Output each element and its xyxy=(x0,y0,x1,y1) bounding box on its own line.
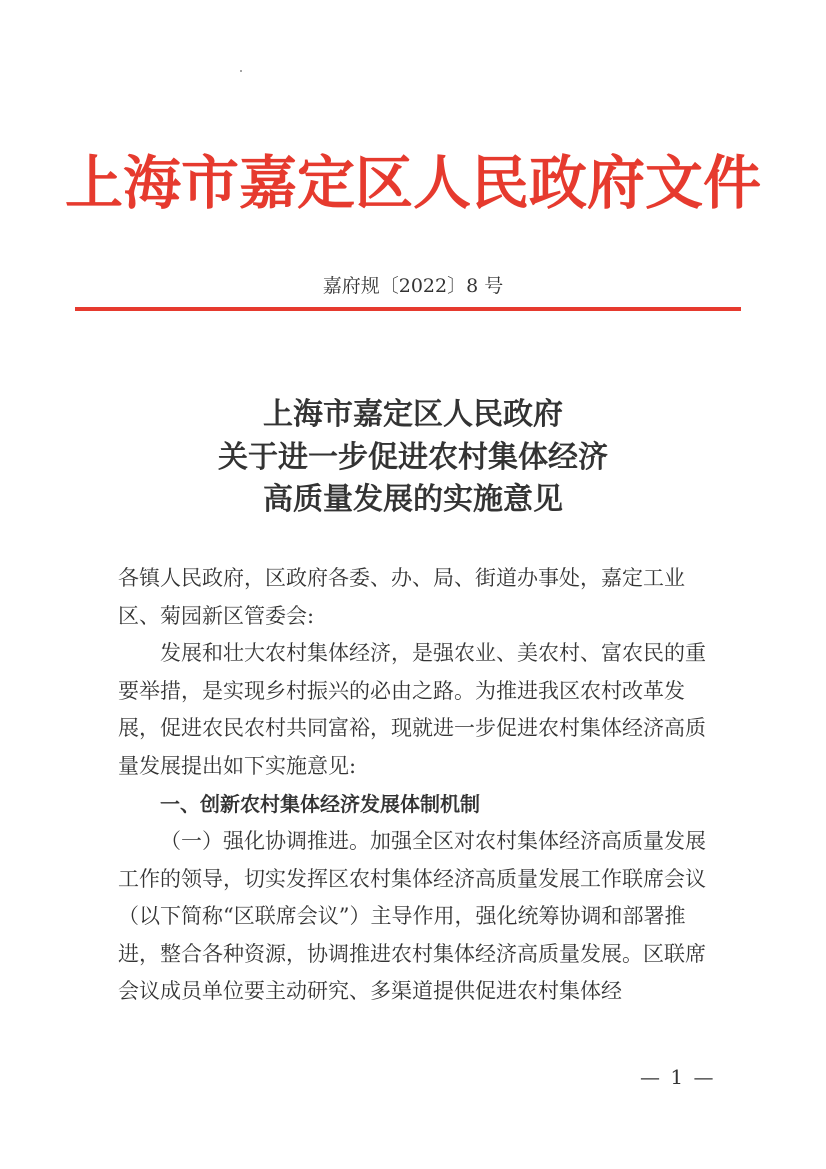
document-number: 嘉府规〔2022〕8 号 xyxy=(322,275,504,297)
salutation: 各镇人民政府，区政府各委、办、局、街道办事处，嘉定工业区、菊园新区管委会: xyxy=(118,566,685,628)
section-heading-1: 一、创新农村集体经济发展体制机制 xyxy=(160,792,480,816)
title-line-3: 高质量发展的实施意见 xyxy=(263,482,563,517)
paragraph-2-text: 加强全区对农村集体经济高质量发展工作的领导，切实发挥区农村集体经济高质量发展工作联席会议（以下简称“区联席会议”）主导作用，强化统筹协调和部署推进，整合各种资源，协调推进农村集体经济高质量发展。区联席会议成员单位要主动研究、多渠道提供促进农村集体经 xyxy=(118,829,706,1003)
issuer-header: 上海市嘉定区人民政府文件 xyxy=(64,149,761,217)
page-number: — 1 — xyxy=(640,1065,716,1089)
subheading-1: （一）强化协调推进。 xyxy=(160,829,370,853)
scan-speck xyxy=(240,70,242,72)
title-line-1: 上海市嘉定区人民政府 xyxy=(263,397,563,432)
red-divider-line xyxy=(75,307,741,311)
intro-paragraph: 发展和壮大农村集体经济，是强农业、美农村、富农民的重要举措，是实现乡村振兴的必由之路。为推进我区农村改革发展，促进农民农村共同富裕，现就进一步促进农村集体经济高质量发展提出如下实施意见: xyxy=(118,641,706,778)
title-line-2: 关于进一步促进农村集体经济 xyxy=(218,440,608,475)
paragraph-2 xyxy=(118,823,722,1011)
